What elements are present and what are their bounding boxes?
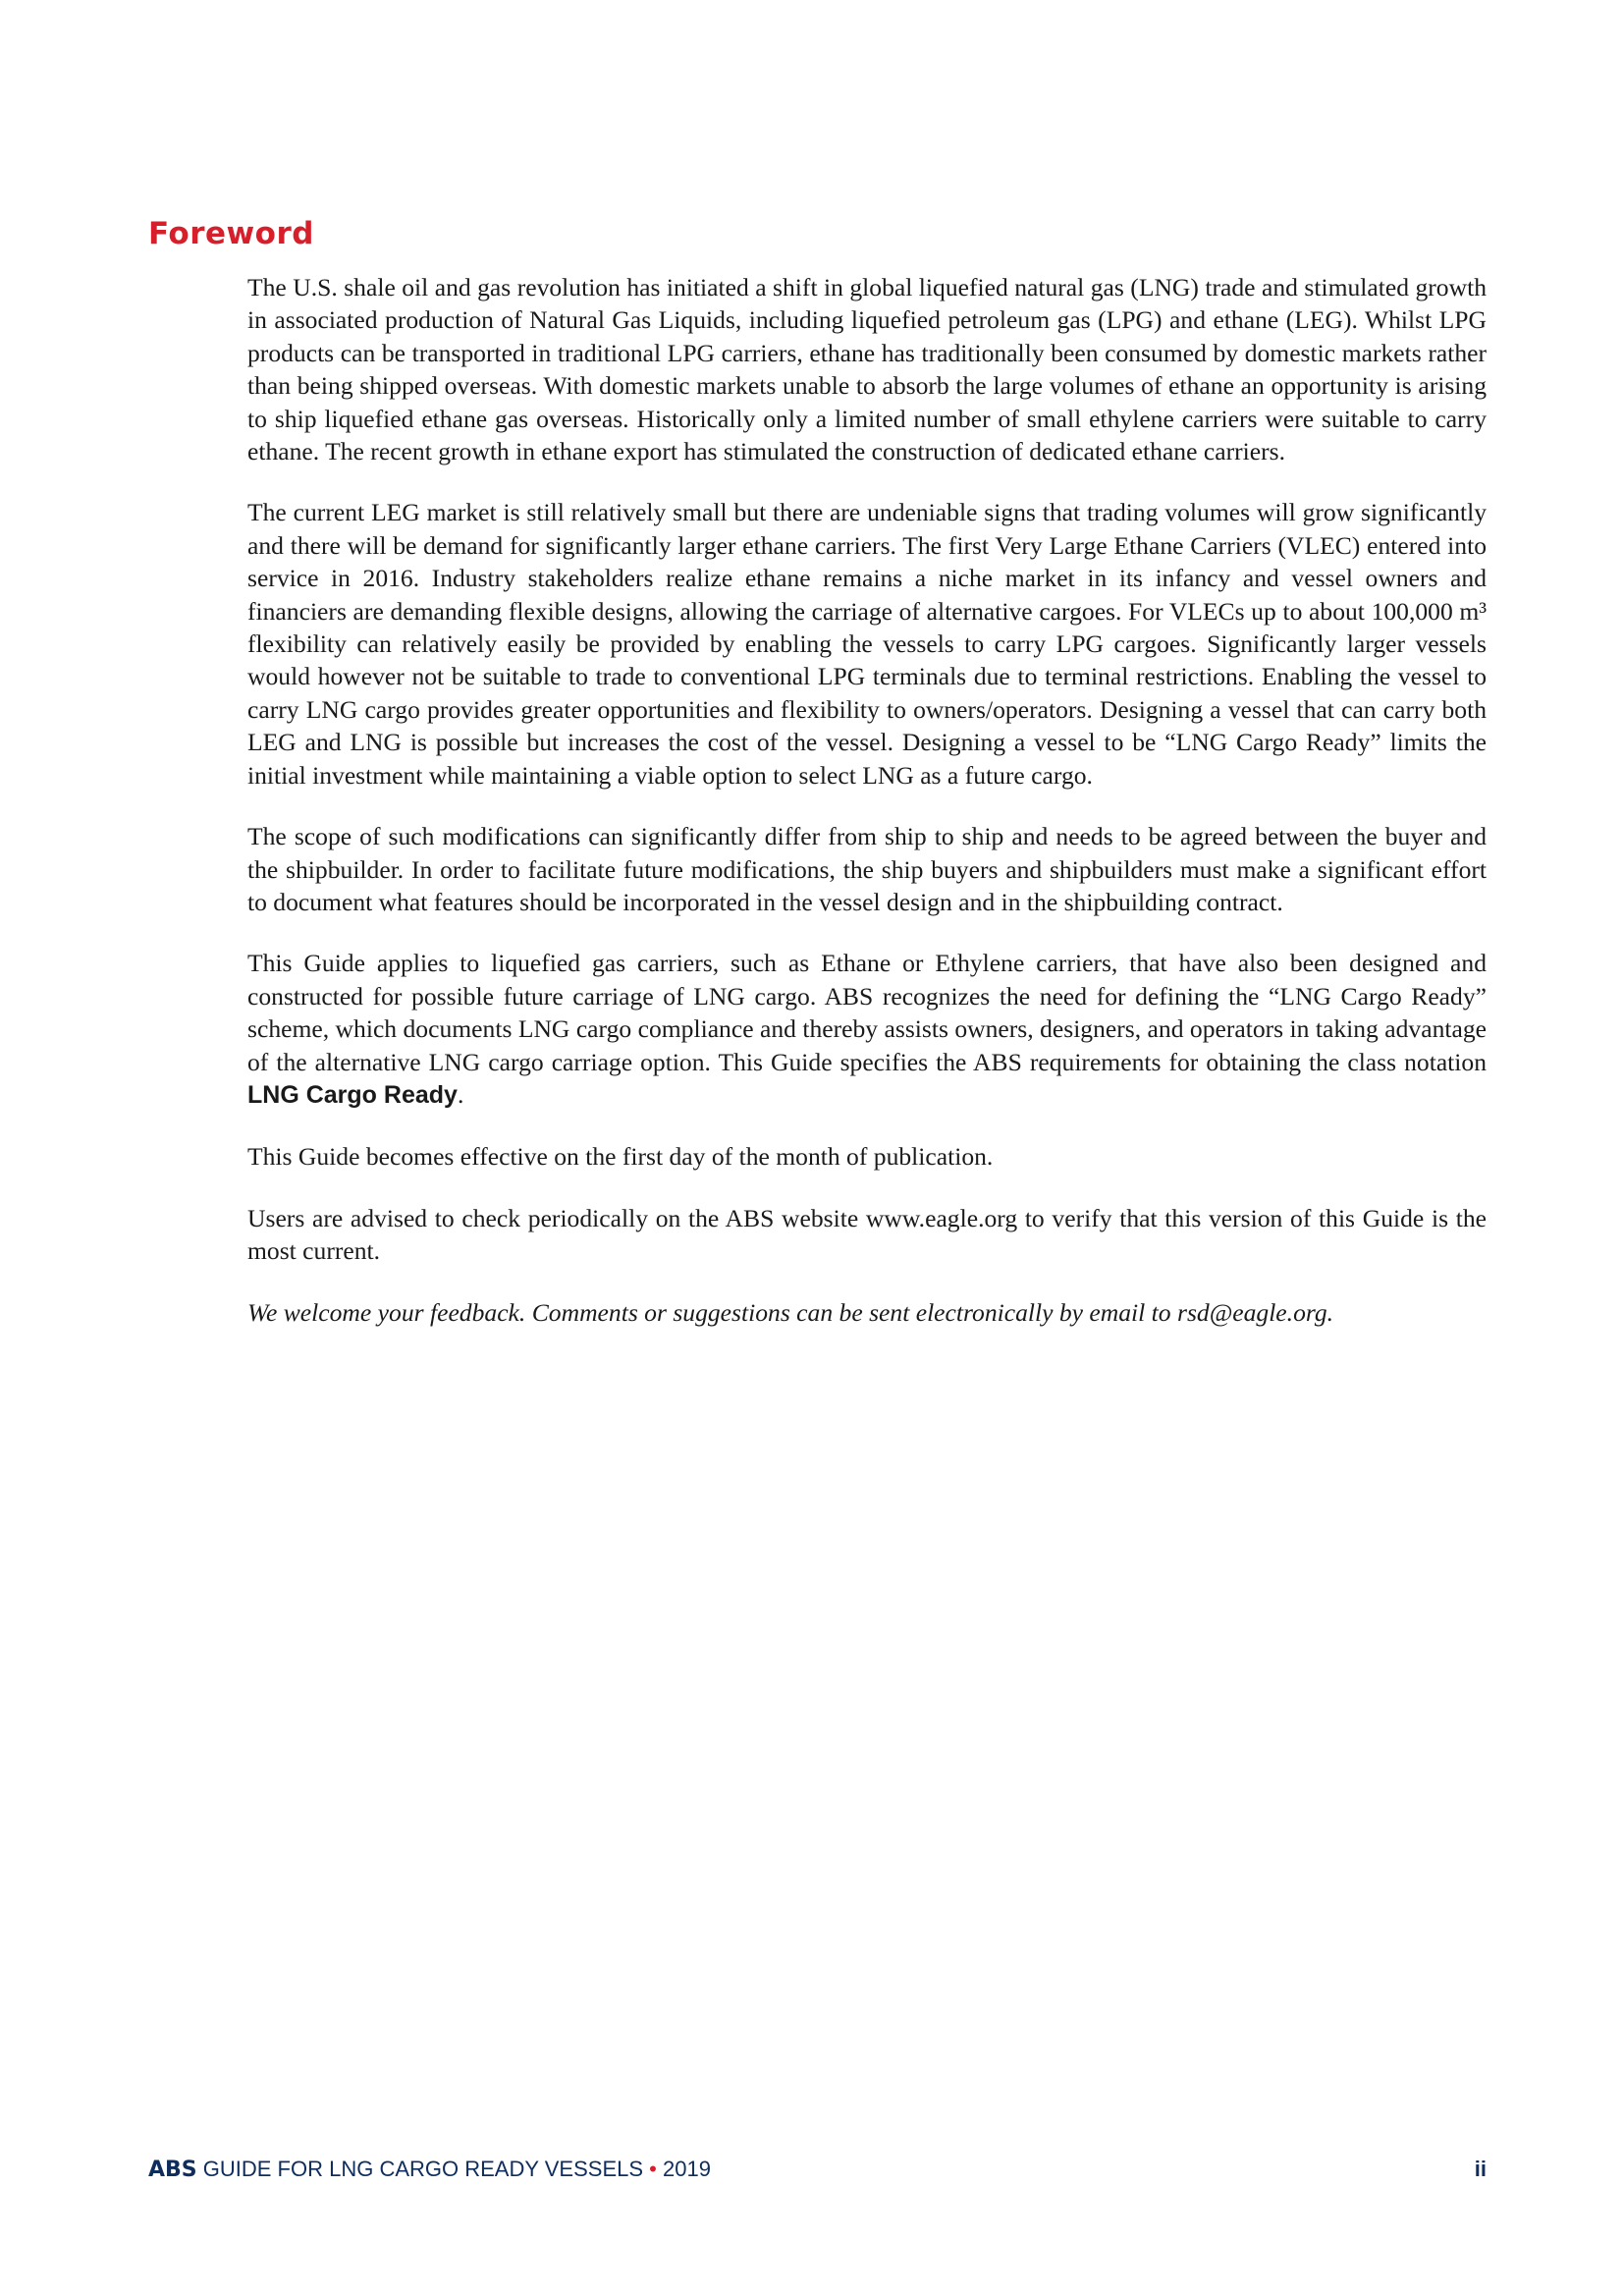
page-footer <box>148 2154 1487 2185</box>
paragraph-modification-scope: The scope of such modifications can significantly differ from ship to ship and needs to be agreed between the buyer and the shipbuilder. In order to facilitate future modifications, the ship buyers and shipbuilders must make a significant effort to document what features should be incorporated in the vessel design and in the shipbuilding contract. <box>247 822 1487 916</box>
paragraph-leg-market: The current LEG market is still relatively small but there are undeniable signs that trading volumes will grow significantly and there will be demand for significantly larger ethane carriers. The first Very Large Ethane Carriers (VLEC) entered into service in 2016. Industry stakeholders realize ethane remains a niche market in its infancy and vessel owners and financiers are demanding flexible designs, allowing the carriage of alternative cargoes. For VLECs up to about 100,000 m³ flexibility can relatively easily be provided by enabling the vessels to carry LPG cargoes. Significantly larger vessels would however not be suitable to trade to conventional LPG terminals due to terminal restrictions. Enabling the vessel to carry LNG cargo provides greater opportunities and flexibility to owners/operators. Designing a vessel that can carry both LEG and LNG is possible but increases the cost of the vessel. Designing a vessel to be “LNG Cargo Ready” limits the initial investment while maintaining a viable option to select LNG as a future cargo. <box>247 498 1487 790</box>
paragraph-website-check: Users are advised to check periodically on the ABS website www.eagle.org to verify that this version of this Guide is the most current. <box>247 1203 1487 1266</box>
foreword-body <box>247 271 1487 1357</box>
footer-guide-title: GUIDE FOR LNG CARGO READY VESSELS <box>202 2157 644 2181</box>
footer-title-line <box>148 2154 711 2186</box>
footer-year: 2019 <box>662 2157 711 2181</box>
paragraph-shale-revolution: The U.S. shale oil and gas revolution has initiated a shift in global liquefied natural gas (LNG) trade and stimulated growth in associated production of Natural Gas Liquids, including liquefied petroleum gas (LPG) and ethane (LEG). Whilst LPG products can be transported in traditional LPG carriers, ethane has traditionally been consumed by domestic markets rather than being shipped overseas. With domestic markets unable to absorb the large volumes of ethane an opportunity is arising to ship liquefied ethane gas overseas. Historically only a limited number of small ethylene carriers were suitable to carry ethane. The recent growth in ethane export has stimulated the construction of dedicated ethane carriers. <box>247 273 1487 466</box>
class-notation: LNG Cargo Ready <box>247 1080 458 1109</box>
paragraph-effective-date: This Guide becomes effective on the first day of the month of publication. <box>247 1142 994 1172</box>
page-number: ii <box>1474 2157 1487 2181</box>
footer-brand: ABS <box>148 2158 197 2182</box>
paragraph-guide-scope <box>247 947 1487 1112</box>
paragraph-feedback: We welcome your feedback. Comments or suggestions can be sent electronically by email to rsd@eagle.org. <box>247 1297 1334 1327</box>
footer-bullet: • <box>649 2157 657 2181</box>
guide-scope-text: This Guide applies to liquefied gas carriers, such as Ethane or Ethylene carriers, that have also been designed and constructed for possible future carriage of LNG cargo. ABS recognizes the need for defining the “LNG Cargo Ready” scheme, which documents LNG cargo compliance and thereby assists owners, designers, and operators in taking advantage of the alternative LNG cargo carriage option. This Guide specifies the ABS requirements for obtaining the class notation <box>247 949 1487 1076</box>
foreword-heading: Foreword <box>148 216 314 251</box>
guide-scope-end: . <box>457 1079 464 1109</box>
